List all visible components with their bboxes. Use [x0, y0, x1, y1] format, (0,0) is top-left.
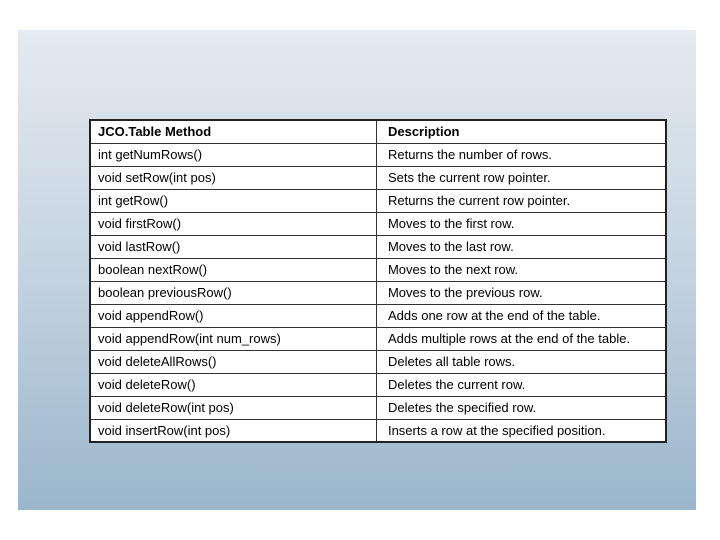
method-cell: void appendRow(int num_rows): [90, 327, 376, 350]
table-row: [90, 350, 666, 373]
description-cell: Moves to the first row.: [376, 212, 666, 235]
description-cell: Moves to the previous row.: [376, 281, 666, 304]
description-cell: Returns the number of rows.: [376, 143, 666, 166]
description-cell: Moves to the next row.: [376, 258, 666, 281]
method-cell: int getNumRows(): [90, 143, 376, 166]
table-row: [90, 166, 666, 189]
table-row: [90, 212, 666, 235]
table-row: [90, 189, 666, 212]
method-cell: void deleteRow(): [90, 373, 376, 396]
description-cell: Deletes all table rows.: [376, 350, 666, 373]
method-cell: void firstRow(): [90, 212, 376, 235]
method-cell: boolean nextRow(): [90, 258, 376, 281]
table-row: [90, 419, 666, 442]
table-row: [90, 235, 666, 258]
slide-background: [18, 30, 696, 510]
header-method: JCO.Table Method: [90, 120, 376, 143]
method-cell: void insertRow(int pos): [90, 419, 376, 442]
table-row: [90, 373, 666, 396]
description-cell: Sets the current row pointer.: [376, 166, 666, 189]
description-cell: Returns the current row pointer.: [376, 189, 666, 212]
table-row: [90, 143, 666, 166]
table-body: [90, 143, 666, 442]
method-cell: void deleteAllRows(): [90, 350, 376, 373]
description-cell: Moves to the last row.: [376, 235, 666, 258]
description-cell: Deletes the specified row.: [376, 396, 666, 419]
description-cell: Adds one row at the end of the table.: [376, 304, 666, 327]
table-row: [90, 327, 666, 350]
header-description: Description: [376, 120, 666, 143]
table-row: [90, 258, 666, 281]
method-cell: boolean previousRow(): [90, 281, 376, 304]
table-row: [90, 281, 666, 304]
method-cell: void lastRow(): [90, 235, 376, 258]
description-cell: Adds multiple rows at the end of the table.: [376, 327, 666, 350]
method-cell: void setRow(int pos): [90, 166, 376, 189]
table-header: [90, 120, 666, 143]
header-row: [90, 120, 666, 143]
method-cell: int getRow(): [90, 189, 376, 212]
description-cell: Deletes the current row.: [376, 373, 666, 396]
table-row: [90, 304, 666, 327]
method-table: [89, 119, 667, 443]
description-cell: Inserts a row at the specified position.: [376, 419, 666, 442]
table-row: [90, 396, 666, 419]
method-cell: void deleteRow(int pos): [90, 396, 376, 419]
method-cell: void appendRow(): [90, 304, 376, 327]
